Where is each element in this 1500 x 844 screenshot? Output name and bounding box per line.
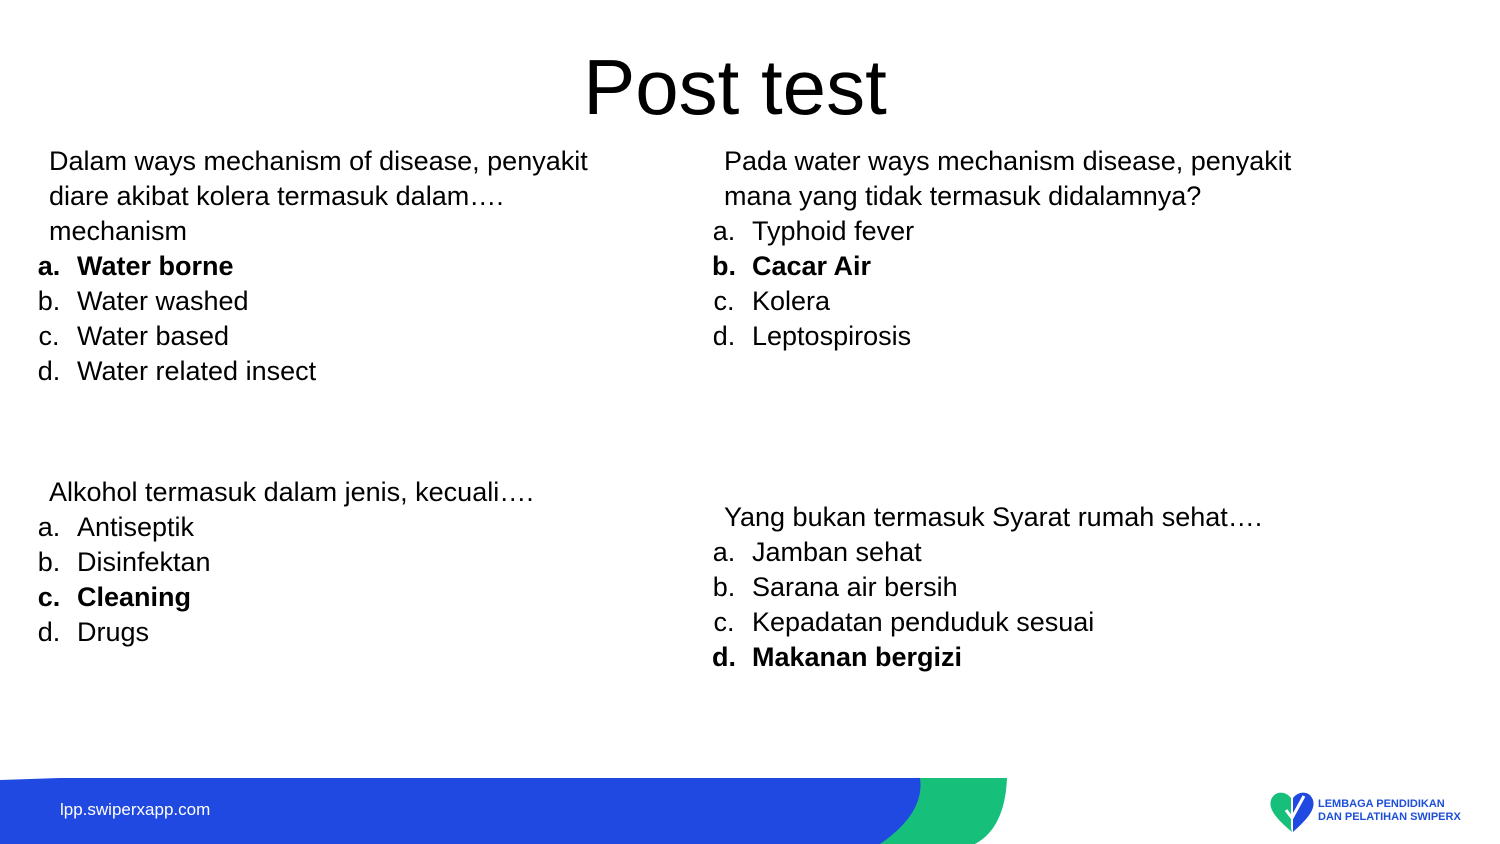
option-a-correct: a. Water borne xyxy=(37,251,234,281)
lpp-swiperx-logo xyxy=(1268,790,1468,834)
option-list xyxy=(696,214,1364,354)
option-c: c. Kolera xyxy=(713,286,831,316)
question-stem: Pada water ways mechanism disease, penyakit mana yang tidak termasuk didalamnya? xyxy=(724,146,1292,211)
option-d: d. Leptospirosis xyxy=(712,321,912,351)
option-a: a. Antiseptik xyxy=(37,512,195,542)
option-c: c. Water based xyxy=(38,321,230,351)
footer-url[interactable]: lpp.swiperxapp.com xyxy=(60,800,211,819)
logo-text: LEMBAGA PENDIDIKAN DAN PELATIHAN SWIPERX xyxy=(1318,798,1461,823)
option-b: b. Water washed xyxy=(37,286,249,316)
option-d-correct: d. Makanan bergizi xyxy=(712,642,963,672)
slide-title: Post test xyxy=(583,43,887,131)
option-list xyxy=(696,535,1364,675)
question-4 xyxy=(712,500,1364,675)
option-list xyxy=(21,510,669,650)
option-c-correct: c. Cleaning xyxy=(37,582,192,612)
heart-logo-icon xyxy=(1268,790,1316,834)
option-b: b. Sarana air bersih xyxy=(712,572,958,602)
option-d: d. Drugs xyxy=(37,617,150,647)
question-stem: Yang bukan termasuk Syarat rumah sehat…. xyxy=(724,502,1263,532)
option-c: c. Kepadatan penduduk sesuai xyxy=(713,607,1095,637)
option-a: a. Typhoid fever xyxy=(712,216,915,246)
option-b: b. Disinfektan xyxy=(37,547,211,577)
question-stem: Dalam ways mechanism of disease, penyakit diare akibat kolera termasuk dalam…. mechanism xyxy=(49,146,588,246)
question-3 xyxy=(37,475,669,650)
option-list xyxy=(21,249,669,389)
option-b-correct: b. Cacar Air xyxy=(712,251,872,281)
question-1 xyxy=(37,144,669,389)
option-d: d. Water related insect xyxy=(37,356,317,386)
option-a: a. Jamban sehat xyxy=(712,537,922,567)
question-stem: Alkohol termasuk dalam jenis, kecuali…. xyxy=(49,477,534,507)
question-2 xyxy=(712,144,1364,354)
